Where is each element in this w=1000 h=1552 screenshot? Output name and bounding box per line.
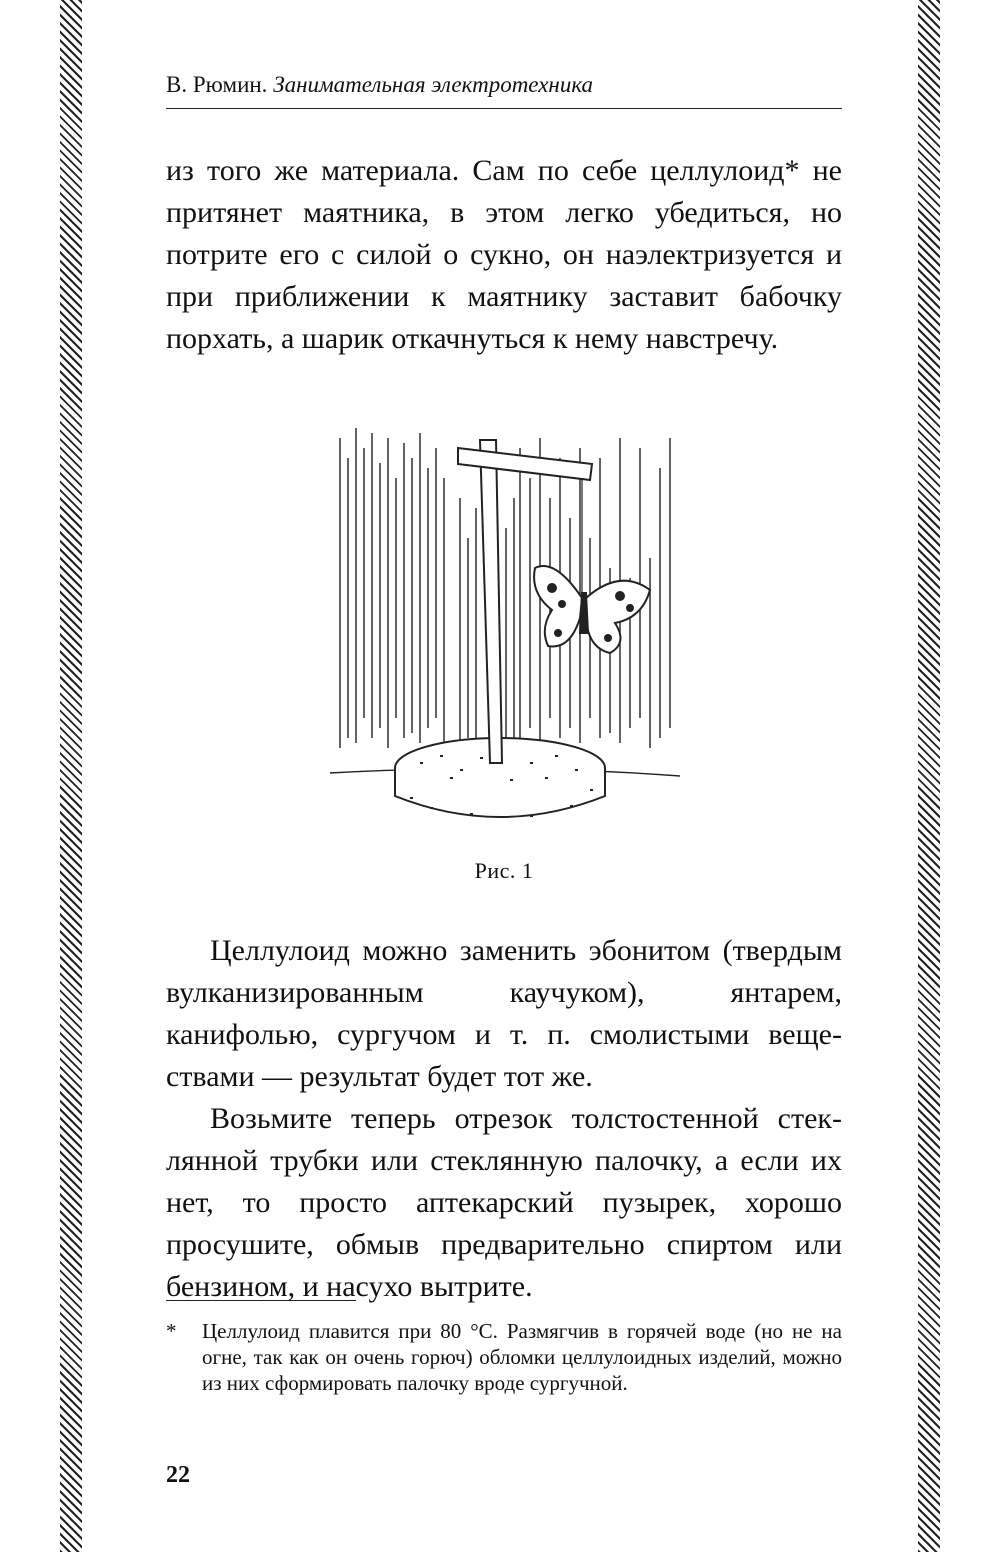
butterfly <box>534 566 650 653</box>
footnote-mark: * <box>166 1319 177 1343</box>
running-head <box>166 72 842 109</box>
running-head-author: В. Рюмин. <box>166 72 268 97</box>
left-rope-border <box>60 0 82 1552</box>
paragraph: Возьмите теперь отрезок толстостенной стеклянной трубки или стеклянную палочку, а если их нет, то просто аптекарский пузырек, хорошо просушите, обмыв предварительно спиртом или бензином, и насухо вытрите. <box>166 1102 842 1303</box>
running-head-title: Занимательная электротехника <box>273 72 594 97</box>
text-block-top <box>166 150 842 360</box>
right-rope-border <box>918 0 940 1552</box>
footnote-rule <box>166 1300 356 1301</box>
paragraph: из того же материала. Сам по себе целлулоид* не притянет маятника, в этом легко убедиться, но потрите его с силой о сукно, он наэлектризуется и при приближении к маятнику заставит бабочку порхать, а шарик откачнуться к нему навстречу. <box>166 154 842 355</box>
pendulum-butterfly-illustration <box>330 418 680 838</box>
figure-caption: Рис. 1 <box>474 858 534 883</box>
page-number: 22 <box>166 1462 190 1488</box>
paragraph: Целлулоид можно заменить эбонитом (твердым вулканизированным каучуком), янтарем, канифолью, сургучом и т. п. смолистыми веществами — результат будет тот же. <box>166 934 842 1093</box>
text-block-bottom <box>166 930 842 1308</box>
footnote-text: Целлулоид плавится при 80 °С. Размягчив в горячей воде (но не на огне, так как он очень горюч) обломки целлулоидных изделий, можно из них сформировать палочку вроде сургучной. <box>202 1319 842 1395</box>
footnote <box>166 1318 842 1396</box>
